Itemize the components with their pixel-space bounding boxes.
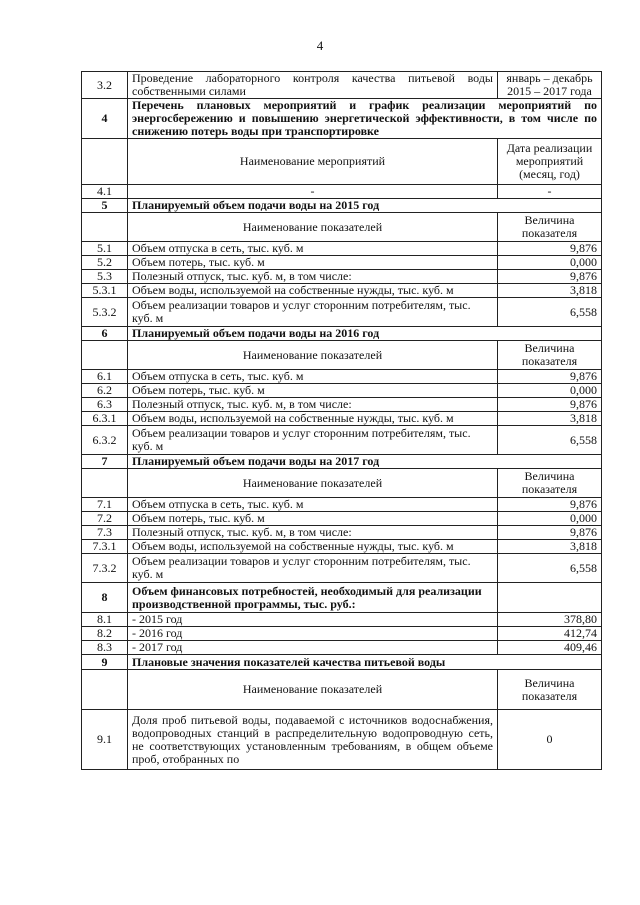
row-name: Полезный отпуск, тыс. куб. м, в том числе: [128,270,498,284]
row-name: Объем воды, используемой на собственные нужды, тыс. куб. м [128,540,498,554]
section-row [82,583,602,613]
row-value: 0 [498,710,602,770]
section-title: Планируемый объем подачи воды на 2016 год [128,327,602,341]
table-row [82,613,602,627]
table-row [82,554,602,583]
row-name: Объем воды, используемой на собственные нужды, тыс. куб. м [128,412,498,426]
row-value: 9,876 [498,242,602,256]
row-name: Объем реализации товаров и услуг сторонним потребителям, тыс. куб. м [128,426,498,455]
row-name: Проведение лабораторного контроля качества питьевой воды собственными силами [128,72,498,99]
row-name: Объем реализации товаров и услуг сторонним потребителям, тыс. куб. м [128,298,498,327]
section-row [82,199,602,213]
header-row [82,670,602,710]
row-number: 8.3 [82,641,128,655]
section-title: Плановые значения показателей качества питьевой воды [128,655,602,670]
row-value: 6,558 [498,298,602,327]
row-name: Объем потерь, тыс. куб. м [128,512,498,526]
section-row [82,327,602,341]
row-value: 9,876 [498,498,602,512]
row-value: 6,558 [498,426,602,455]
table-row [82,256,602,270]
table-row [82,384,602,398]
table-row [82,412,602,426]
table-row [82,526,602,540]
section-row [82,99,602,139]
row-value: 9,876 [498,526,602,540]
row-number: 8.1 [82,613,128,627]
table-row [82,284,602,298]
table-row [82,72,602,99]
section-number: 5 [82,199,128,213]
section-number: 6 [82,327,128,341]
row-number: 6.3.2 [82,426,128,455]
table-row [82,398,602,412]
table-row [82,370,602,384]
row-value: 0,000 [498,256,602,270]
row-value: 6,558 [498,554,602,583]
row-value: 412,74 [498,627,602,641]
table-row [82,242,602,256]
row-number: 4.1 [82,185,128,199]
column-header-name: Наименование мероприятий [128,139,498,185]
row-value: 9,876 [498,398,602,412]
section-row [82,455,602,469]
row-name: Объем потерь, тыс. куб. м [128,384,498,398]
row-number: 6.3 [82,398,128,412]
row-number: 7.3 [82,526,128,540]
table-row [82,185,602,199]
section-title: Планируемый объем подачи воды на 2015 год [128,199,602,213]
row-number: 6.3.1 [82,412,128,426]
row-number: 5.3.1 [82,284,128,298]
row-name: - 2015 год [128,613,498,627]
column-header-value: Величина показателя [498,213,602,242]
row-value: 3,818 [498,284,602,298]
row-value: 409,46 [498,641,602,655]
row-date: - [498,185,602,199]
row-number: 6.2 [82,384,128,398]
column-header-value: Величина показателя [498,469,602,498]
table-row [82,498,602,512]
row-number: 3.2 [82,72,128,99]
row-number: 5.2 [82,256,128,270]
row-name: Объем отпуска в сеть, тыс. куб. м [128,370,498,384]
table-row [82,270,602,284]
row-number: 9.1 [82,710,128,770]
column-header-name: Наименование показателей [128,670,498,710]
row-name: Объем потерь, тыс. куб. м [128,256,498,270]
row-number: 6.1 [82,370,128,384]
table-row [82,641,602,655]
row-number: 7.3.2 [82,554,128,583]
section-number: 7 [82,455,128,469]
table-row [82,426,602,455]
row-name: Объем воды, используемой на собственные нужды, тыс. куб. м [128,284,498,298]
section-number: 4 [82,99,128,139]
section-number: 8 [82,583,128,613]
table-row [82,627,602,641]
row-number: 5.3.2 [82,298,128,327]
row-value: 0,000 [498,384,602,398]
row-value: 378,80 [498,613,602,627]
column-header-name: Наименование показателей [128,213,498,242]
row-number: 8.2 [82,627,128,641]
row-name: Объем отпуска в сеть, тыс. куб. м [128,242,498,256]
row-name: Объем отпуска в сеть, тыс. куб. м [128,498,498,512]
row-name: - 2017 год [128,641,498,655]
row-name: Полезный отпуск, тыс. куб. м, в том числе: [128,526,498,540]
header-row [82,341,602,370]
table-row [82,512,602,526]
table-row [82,710,602,770]
column-header-name: Наименование показателей [128,469,498,498]
row-number: 7.1 [82,498,128,512]
column-header-value: Величина показателя [498,670,602,710]
section-title: Планируемый объем подачи воды на 2017 год [128,455,602,469]
row-date: январь – декабрь 2015 – 2017 года [498,72,602,99]
table-row [82,298,602,327]
column-header-name: Наименование показателей [128,341,498,370]
row-value: 0,000 [498,512,602,526]
row-number: 5.1 [82,242,128,256]
section-number: 9 [82,655,128,670]
program-table [81,71,602,770]
row-number: 5.3 [82,270,128,284]
row-name: Полезный отпуск, тыс. куб. м, в том числе: [128,398,498,412]
row-number: 7.2 [82,512,128,526]
row-number: 7.3.1 [82,540,128,554]
row-name: - [128,185,498,199]
table-row [82,540,602,554]
header-row [82,139,602,185]
row-value: 3,818 [498,412,602,426]
section-title: Перечень плановых мероприятий и график реализации мероприятий по энергосбережению и повышению энергетической эффективности, в том числе по снижению потерь воды при транспортировке [128,99,602,139]
section-row [82,655,602,670]
section-title: Объем финансовых потребностей, необходимый для реализации производственной программы, тыс. руб.: [128,583,498,613]
row-name: - 2016 год [128,627,498,641]
column-header-value: Величина показателя [498,341,602,370]
header-row [82,469,602,498]
row-value: 9,876 [498,270,602,284]
column-header-date: Дата реализации мероприятий (месяц, год) [498,139,602,185]
row-name: Объем реализации товаров и услуг сторонним потребителям, тыс. куб. м [128,554,498,583]
row-value: 9,876 [498,370,602,384]
header-row [82,213,602,242]
page-number: 4 [316,38,324,53]
row-name: Доля проб питьевой воды, подаваемой с источников водоснабжения, водопроводных станций в распределительную водопроводную сеть, не соответствующих установленным требованиям, в общем объеме проб, отобранных по [128,710,498,770]
row-value: 3,818 [498,540,602,554]
